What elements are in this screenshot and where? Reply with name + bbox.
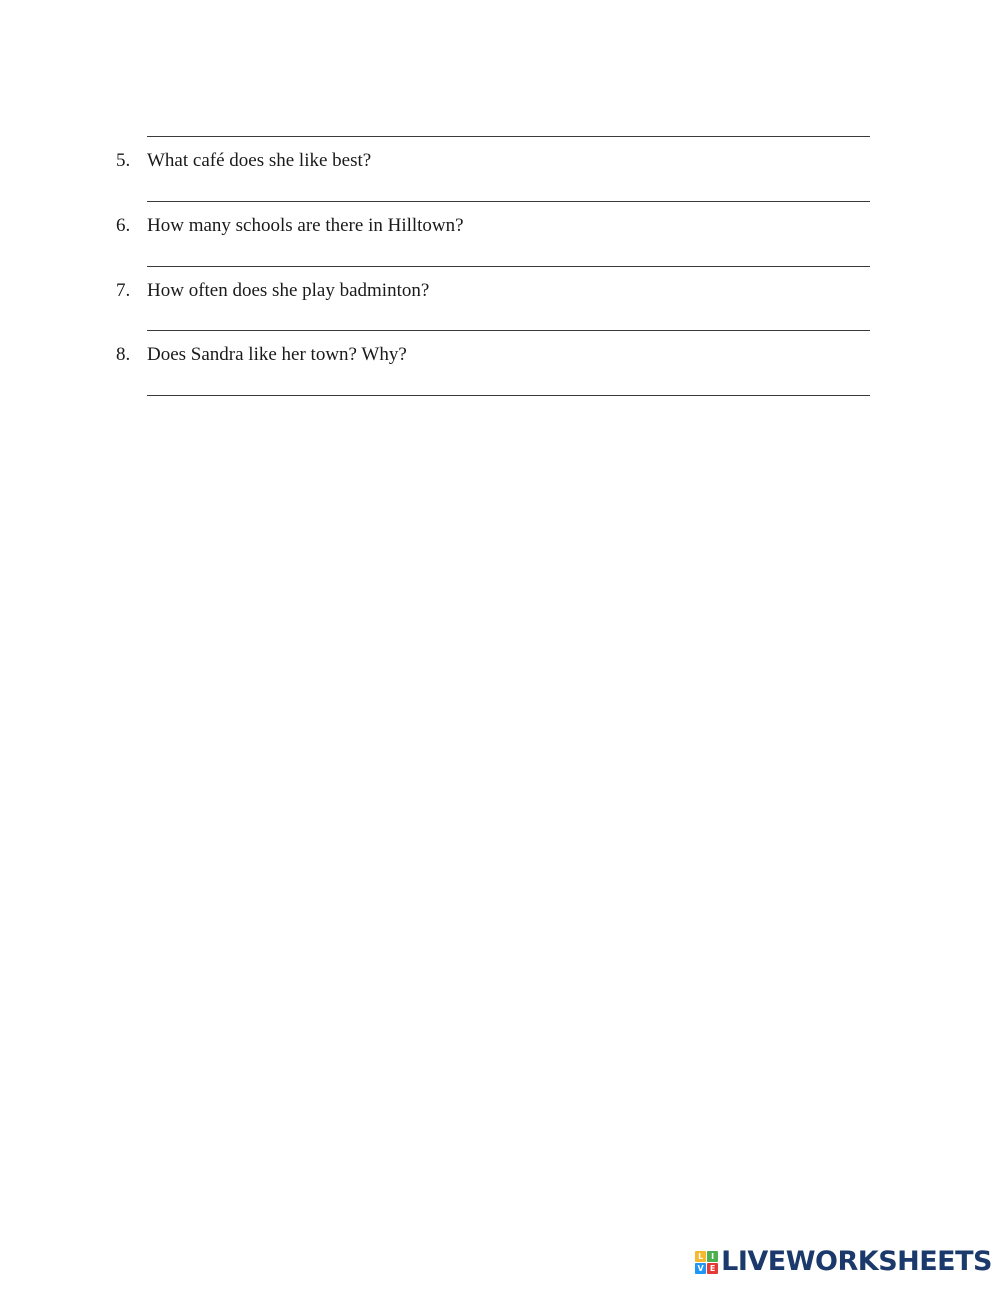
question-number: 7.	[116, 280, 131, 301]
logo-block-e: E	[707, 1263, 718, 1274]
question-7	[116, 280, 876, 302]
question-5	[116, 150, 876, 172]
answer-line-8[interactable]	[147, 395, 870, 396]
question-8	[116, 344, 876, 366]
question-text: How often does she play badminton?	[147, 280, 430, 301]
logo-text: LIVEWORKSHEETS	[721, 1246, 992, 1277]
question-number: 8.	[116, 344, 131, 365]
question-text: How many schools are there in Hilltown?	[147, 215, 464, 236]
liveworksheets-logo	[695, 1247, 992, 1277]
answer-line-7[interactable]	[147, 330, 870, 331]
question-6	[116, 215, 876, 237]
question-text: Does Sandra like her town? Why?	[147, 344, 407, 365]
answer-line-6[interactable]	[147, 266, 870, 267]
question-text: What café does she like best?	[147, 150, 372, 171]
question-number: 6.	[116, 215, 131, 236]
answer-line-4[interactable]	[147, 136, 870, 137]
logo-block-i: I	[707, 1251, 718, 1262]
answer-line-5[interactable]	[147, 201, 870, 202]
logo-block-l: L	[695, 1251, 706, 1262]
logo-blocks-icon	[695, 1251, 718, 1274]
question-number: 5.	[116, 150, 131, 171]
logo-block-v: V	[695, 1263, 706, 1274]
